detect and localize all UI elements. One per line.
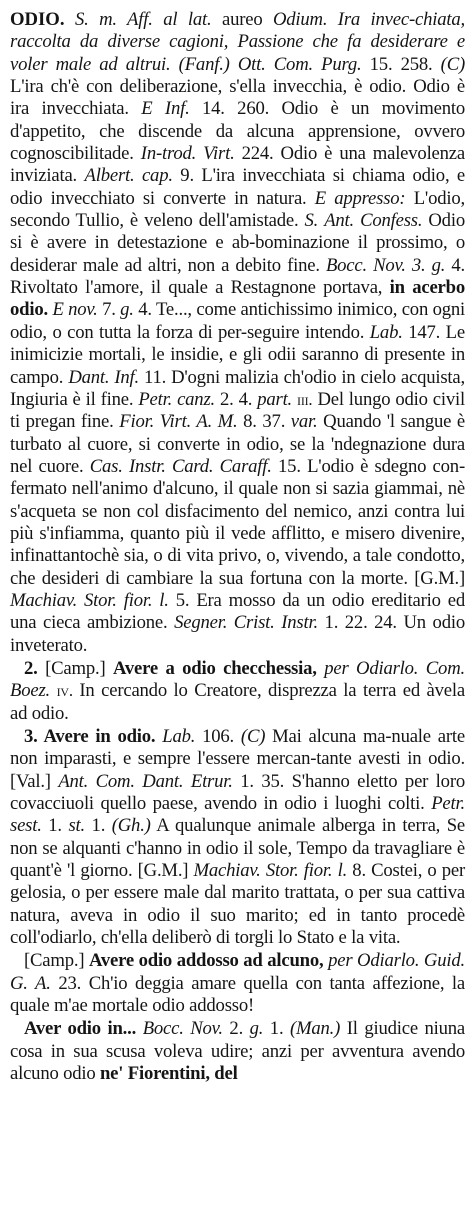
text-run: 23. Ch'io deggia amare quella [50, 972, 288, 994]
text-run: 11. D'ogni malizia ch'odio in cielo [139, 366, 396, 388]
text-run: Del lungo odio civil ti pregan fine. [10, 388, 465, 433]
text-run: 9. L'ira invecchiata si chiama odio, e [172, 165, 465, 187]
sense-3 [10, 726, 465, 949]
text-run: Odium. Ira invec- [272, 9, 415, 30]
text-run: Avere in odio. [43, 726, 156, 747]
sense-2 [10, 658, 465, 725]
text-run: terra ed àvela ad odio. [10, 680, 465, 724]
text-run: Aver odio in... [24, 1018, 137, 1040]
text-run: in acerbo [389, 277, 465, 299]
text-run: del [214, 1063, 238, 1085]
text-run: Il [340, 1018, 358, 1040]
text-run: E Inf. [141, 98, 190, 120]
text-run: per [328, 950, 353, 972]
text-run: il vede afflitto, e misero divenire, infinattantochè sia, [10, 522, 466, 567]
text-run: (C) [440, 53, 465, 75]
text-run: Bocc. Nov. 3. g. [325, 254, 446, 276]
text-run: Instr. [281, 612, 318, 634]
text-run: coll'odiarlo, ch'ella deliberò di torgli lo Stato e la [10, 927, 365, 949]
text-run: invecchia, è odio. Odio è ira invecchiata. [10, 76, 465, 120]
text-run: desiderare e voler male ad altrui. (Fanf.) Ott. Com. [10, 31, 465, 75]
text-run: odio invecchiato si converte in natura. [10, 187, 315, 209]
text-run: 7. [97, 299, 121, 321]
text-run: 1. 22. 24. Un odio inveterato. [10, 612, 465, 656]
text-run: male dal marito trattata, o per sua cattiva natura, [10, 882, 465, 926]
text-run: (Gh.) [111, 815, 151, 837]
text-run: tante avesti in odio. [Val.] [10, 748, 466, 792]
text-run: E appresso: [314, 187, 406, 209]
text-run: Lab. [369, 321, 403, 343]
text-run: Odiarlo. Guid. G. A. [10, 950, 465, 994]
text-run: addosso! [189, 995, 255, 1017]
text-run: Ant. Confess. [324, 210, 423, 232]
text-run: g. [120, 299, 134, 321]
text-run: 15. 258. [361, 53, 441, 75]
text-run: odio ereditario ed una cieca ambizione. [10, 589, 465, 634]
text-run [65, 9, 76, 30]
text-run: 14. [189, 98, 225, 120]
text-run: aveva in odio il suo marito; ed in tanto procedè [70, 904, 465, 926]
text-run: iv. [56, 681, 73, 701]
text-run: E nov. [52, 299, 98, 321]
text-run: nuale arte non imparasti, e sempre l'essere mercan- [10, 726, 465, 770]
text-run: var. [290, 411, 318, 433]
text-run: l'amore, il quale a Restagnone portava, [85, 277, 390, 299]
text-run: 4. Rivoltato [10, 254, 465, 299]
text-run: Mai alcuna ma- [265, 726, 392, 747]
text-run: Avere a odio checchessia, [112, 657, 317, 679]
text-run: acquista, Ingiuria è il fine. [10, 366, 465, 410]
text-run: 4. Te..., come antichissimo [133, 299, 333, 321]
text-run: 260. Odio è un movimento d'appetito, che discende [10, 98, 466, 142]
text-run: trod. Virt. [162, 143, 235, 165]
text-run: bominazione il prossimo, o desiderar male ad altri, [10, 232, 466, 276]
text-run: da alcuna apprensione, ovvero cognoscibilitade. [10, 120, 465, 165]
text-run: Odio si è avere in detestazione e ab- [10, 210, 465, 254]
text-run: S. [304, 210, 319, 232]
text-run: giudice niuna cosa in sua scusa voleva udire; anzi [10, 1018, 466, 1062]
text-run: Avere odio addosso ad alcuno, [88, 950, 324, 972]
text-run: vita. [368, 927, 401, 949]
text-run: 1. [41, 815, 62, 837]
text-run: In- [140, 143, 162, 165]
text-run: per Odiarlo. [324, 657, 419, 679]
text-run: 2. [24, 657, 46, 679]
text-run: Dant. Inf. [68, 366, 139, 388]
text-run: desideri di cambiare la sua fortuna con la morte. [41, 567, 408, 589]
text-run: 147. Le inimicizie mortali, [10, 321, 465, 366]
text-run: Machiav. [193, 860, 261, 882]
text-run: non a debito fine. [187, 254, 326, 276]
text-run: odio. [10, 299, 48, 321]
text-run: S. m. Aff. al lat. [75, 9, 212, 30]
sense-avere-odio-addosso [10, 950, 465, 1017]
text-run: 3. [24, 726, 44, 747]
text-run: 1. 35. S'hanno eletto per loro covacciuoli quello [10, 770, 465, 815]
text-run: fermato nell'animo d'alcuno, il quale non si sazia [10, 478, 370, 500]
text-run: nemico, anzi contra lui più s'infiamma, quanto più [10, 500, 465, 544]
text-run: ne' Fiorentini, [99, 1063, 210, 1085]
text-run: chiata, raccolta da diverse cagioni, Passione che fa [10, 9, 465, 53]
text-run: Purg. [321, 53, 362, 75]
text-run: In cercando lo Creatore, disprezza la [72, 680, 357, 702]
text-run: o di vita privo, o, vivendo, a tale condotto, che [10, 545, 465, 589]
text-run: 106. [195, 726, 241, 747]
text-run: 1. [263, 1018, 290, 1040]
text-run: L'ira ch'è con deliberazione, s'ella [10, 76, 266, 98]
text-run: Albert. cap. [84, 165, 173, 187]
text-run: 15. L'odio è sdegno con- [271, 455, 465, 477]
text-run: Segner. Crist. [174, 612, 275, 634]
text-run: st. [68, 815, 85, 837]
text-run: [Camp.] [24, 950, 89, 972]
text-run: iii. [297, 389, 313, 409]
text-run: Stor. fior. l. [265, 860, 348, 882]
text-run: (Man.) [289, 1018, 341, 1040]
text-run: [Camp.] [45, 657, 113, 679]
text-run: 8. Costei, o per gelosia, o per essere [10, 860, 465, 904]
text-run: ODIO. [10, 9, 65, 30]
text-run: [G.M.] [414, 567, 465, 589]
text-run: 5. Era mosso da un [168, 589, 325, 611]
text-run: L'odio, secondo Tullio, è veleno dell'amistade. [10, 187, 465, 232]
text-run: Se non se alquanti c'hanno in odio il sole, Tempo [10, 815, 465, 859]
text-run: 2. [222, 1018, 250, 1040]
text-run: Lab. [162, 726, 196, 747]
text-run: Fior. Virt. A. M. [119, 411, 238, 433]
text-run: Petr. sest. [10, 793, 465, 837]
sense-aver-odio-in [10, 1018, 465, 1085]
text-run: Com. Boez. [10, 657, 465, 702]
text-run: paese, avendo in odio i luoghi colti. [152, 793, 432, 815]
text-run: A qualunque animale alberga in terra, [150, 815, 441, 837]
text-run: le insidie, e gli odii saranno di presente in campo. [10, 344, 465, 388]
text-run: aureo [211, 9, 273, 30]
text-run: part. [257, 388, 293, 410]
text-run [136, 1018, 143, 1039]
text-run: Petr. canz. [138, 388, 215, 410]
text-run: 224. Odio è una malevolenza inviziata. [10, 143, 465, 187]
text-run: 1. [85, 815, 112, 837]
text-run: Quando 'l sangue è turbato al cuore, si [10, 411, 465, 455]
text-run: 2. 4. [215, 388, 258, 410]
text-run: Machiav. Stor. fior. l. [10, 589, 169, 611]
text-run: da travagliare è quant'è 'l giorno. [G.M.] [10, 837, 465, 882]
text-run: con tanta affezione, la quale m'ae mortale odio [10, 972, 465, 1017]
text-run: inimico, con ogni odio, o con tutta la forza di per- [10, 299, 465, 343]
text-run: Bocc. Nov. [142, 1018, 223, 1040]
text-run: seguire intendo. [246, 321, 370, 343]
text-run: g. [249, 1018, 264, 1040]
text-run: Cas. Instr. Card. Caraff. [89, 455, 272, 477]
text-run: giammai, nè s'acqueta se non col disfacimento del [10, 478, 465, 522]
text-run: Ant. Com. Dant. Etrur. [58, 770, 233, 792]
text-run: converte in odio, se la 'ndegnazione dura nel cuore. [10, 433, 465, 477]
text-run: 8. 37. [243, 411, 291, 433]
text-run: (C) [240, 726, 266, 747]
text-run: per avventura avendo alcuno odio [10, 1040, 465, 1085]
entry-odio [10, 9, 465, 657]
